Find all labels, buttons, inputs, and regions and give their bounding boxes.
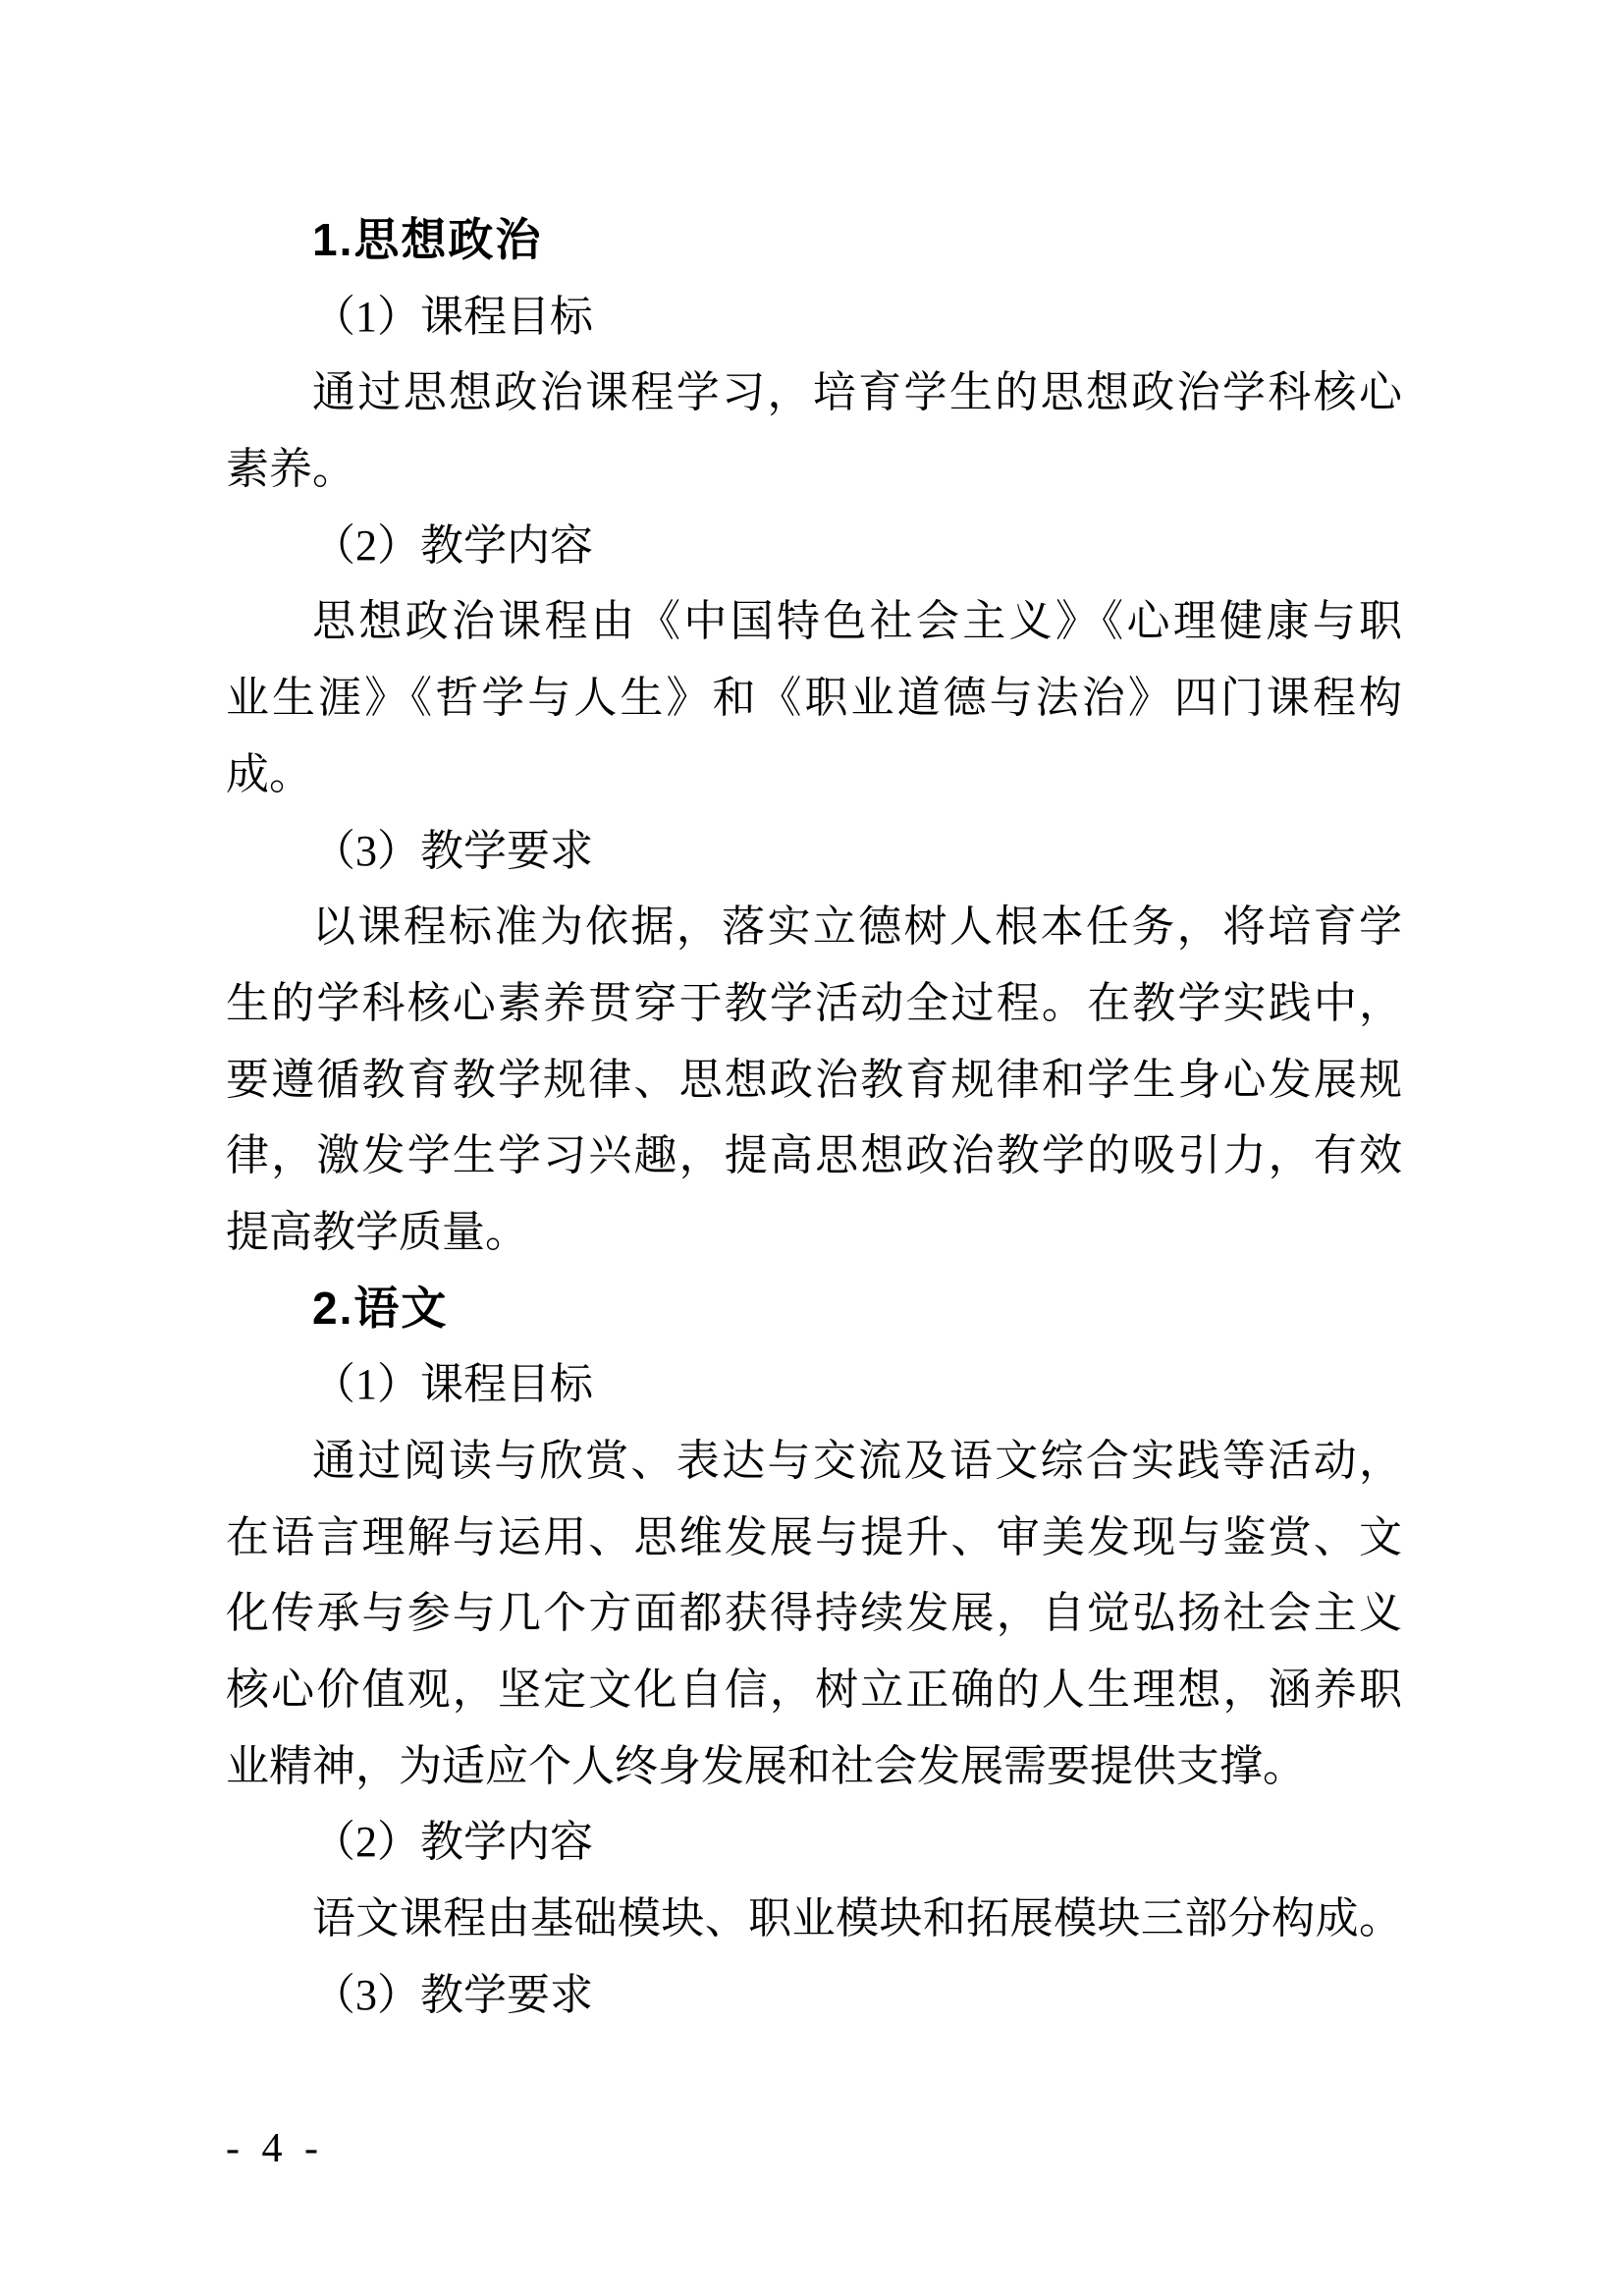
subsection-heading: （3）教学要求 <box>312 826 593 875</box>
paragraph-line: 思想政治课程由《中国特色社会主义》《心理健康与职 <box>312 597 1402 646</box>
paragraph-line: 要遵循教育教学规律、思想政治教育规律和学生身心发展规 <box>226 1055 1402 1104</box>
document-body <box>226 202 1402 2034</box>
subsection-heading: （1）课程目标 <box>312 292 593 341</box>
paragraph-line: 生的学科核心素养贯穿于教学活动全过程。在教学实践中， <box>226 978 1402 1027</box>
paragraph-line: 业生涯》《哲学与人生》和《职业道德与法治》四门课程构 <box>226 674 1402 723</box>
paragraph-line: 素养。 <box>226 445 355 494</box>
page-number-footer: - 4 - <box>226 2126 324 2171</box>
paragraph-line: 化传承与参与几个方面都获得持续发展，自觉弘扬社会主义 <box>226 1589 1402 1638</box>
paragraph-line: 通过思想政治课程学习，培育学生的思想政治学科核心 <box>312 368 1402 417</box>
paragraph-line: 以课程标准为依据，落实立德树人根本任务，将培育学 <box>312 902 1402 952</box>
section-heading: 2.语文 <box>312 1282 449 1334</box>
section-heading: 1.思想政治 <box>312 214 543 265</box>
subsection-heading: （3）教学要求 <box>312 1970 593 2019</box>
paragraph-line: 语文课程由基础模块、职业模块和拓展模块三部分构成。 <box>312 1894 1402 1943</box>
paragraph-line: 业精神，为适应个人终身发展和社会发展需要提供支撑。 <box>226 1741 1306 1790</box>
subsection-heading: （1）课程目标 <box>312 1360 593 1409</box>
subsection-heading: （2）教学内容 <box>312 520 593 570</box>
subsection-heading: （2）教学内容 <box>312 1818 593 1867</box>
paragraph-line: 律，激发学生学习兴趣，提高思想政治教学的吸引力，有效 <box>226 1131 1402 1180</box>
paragraph-line: 核心价值观，坚定文化自信，树立正确的人生理想，涵养职 <box>226 1666 1402 1715</box>
paragraph-line: 在语言理解与运用、思维发展与提升、审美发现与鉴赏、文 <box>226 1512 1402 1561</box>
paragraph-line: 通过阅读与欣赏、表达与交流及语文综合实践等活动， <box>312 1437 1402 1485</box>
paragraph-line: 成。 <box>226 749 312 798</box>
paragraph-line: 提高教学质量。 <box>226 1207 528 1256</box>
